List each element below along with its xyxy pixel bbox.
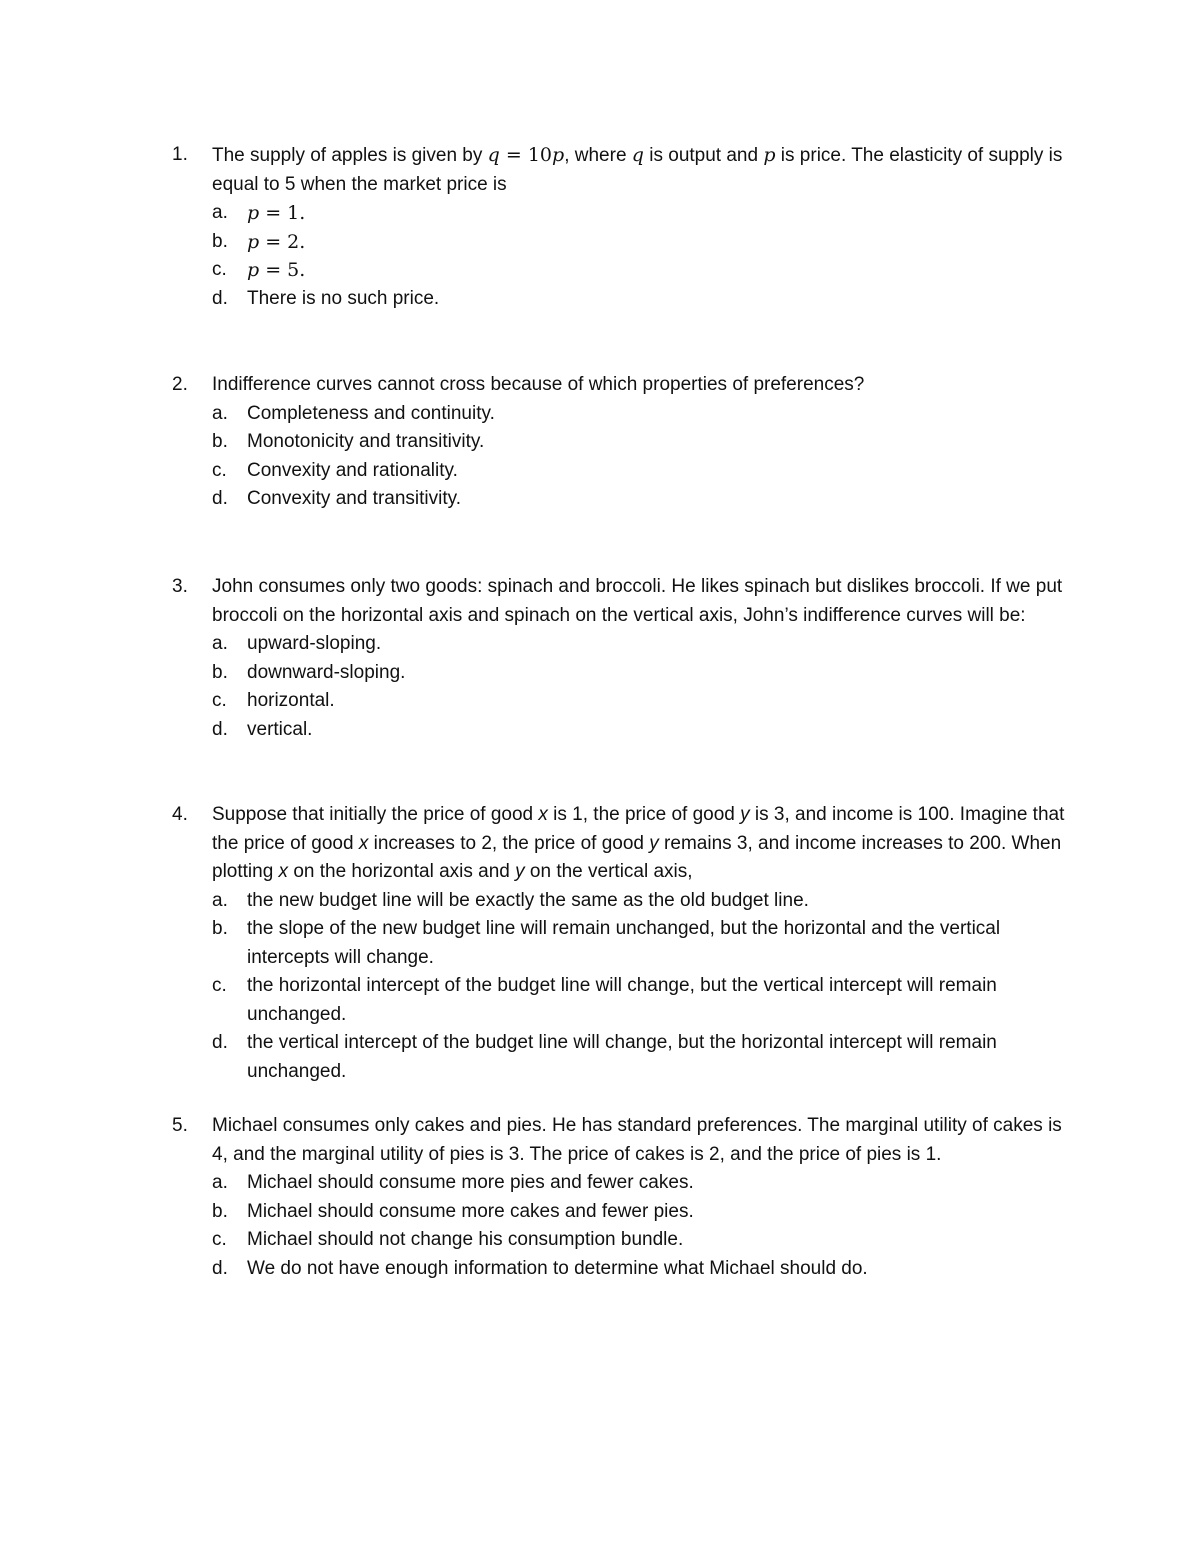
option-text: the slope of the new budget line will remain unchanged, but the horizontal and the vertical intercepts will change. (247, 918, 1001, 968)
option-d (212, 716, 1072, 745)
math-num: 2. (287, 230, 306, 253)
question-number: 3. (172, 576, 188, 597)
stem-text: The supply of apples is given by (212, 145, 488, 166)
option-b (212, 915, 1072, 972)
math-var: p (247, 259, 260, 281)
option-a (212, 887, 1072, 916)
question-number: 5. (172, 1115, 188, 1136)
option-c (212, 687, 1072, 716)
math-var: y (515, 861, 525, 882)
option-text: Convexity and transitivity. (247, 488, 462, 509)
math-num: 1. (287, 202, 306, 224)
math-var: q (631, 144, 644, 166)
math-var: p (247, 230, 260, 253)
math-var: x (278, 861, 289, 882)
option-text: the horizontal intercept of the budget line will change, but the vertical intercept will remain unchanged. (247, 975, 997, 1025)
stem-text: is output and (643, 145, 764, 166)
option-a (212, 400, 1072, 429)
question-number: 1. (172, 144, 188, 165)
option-text: Michael should not change his consumption bundle. (247, 1229, 684, 1250)
option-letter: b. (212, 230, 228, 252)
option-letter: c. (212, 975, 227, 996)
option-text: Convexity and rationality. (247, 459, 458, 481)
option-letter: c. (212, 259, 227, 280)
option-letter: a. (212, 202, 228, 223)
option-a (212, 1169, 1072, 1198)
option-text: There is no such price. (247, 287, 440, 309)
question-5 (172, 1112, 1072, 1283)
option-text: Michael should consume more cakes and fewer pies. (247, 1200, 694, 1222)
option-text: downward-sloping. (247, 661, 406, 683)
question-number: 2. (172, 374, 188, 395)
option-text: the new budget line will be exactly the same as the old budget line. (247, 889, 809, 911)
options-list (212, 400, 1072, 514)
option-text: horizontal. (247, 690, 335, 711)
option-letter: a. (212, 633, 228, 654)
option-a (212, 630, 1072, 659)
option-letter: b. (212, 918, 228, 939)
options-list (212, 1169, 1072, 1283)
math-num: 10 (527, 144, 553, 166)
options-list (212, 887, 1072, 1087)
stem-text: Suppose that initially the price of good (212, 804, 539, 825)
option-letter: d. (212, 1257, 228, 1279)
math-var: q (487, 144, 500, 166)
option-letter: a. (212, 1172, 228, 1193)
option-c (212, 1226, 1072, 1255)
math-var: p (552, 144, 565, 166)
math-op: = (499, 144, 528, 166)
option-letter: c. (212, 459, 227, 481)
question-2 (172, 371, 1072, 514)
option-letter: c. (212, 690, 227, 711)
option-text: We do not have enough information to determine what Michael should do. (247, 1257, 868, 1279)
option-text: vertical. (247, 718, 313, 740)
math-num: 5. (287, 259, 306, 281)
question-1 (172, 141, 1072, 313)
stem-text: increases to 2, the price of good (368, 832, 650, 854)
math-var: x (538, 804, 548, 825)
option-math (247, 228, 1072, 257)
option-letter: b. (212, 431, 228, 452)
option-b (212, 659, 1072, 688)
option-a (212, 199, 1072, 228)
math-var: p (247, 202, 260, 224)
option-text: Completeness and continuity. (247, 402, 495, 424)
option-text: upward-sloping. (247, 633, 382, 654)
option-d (212, 1029, 1072, 1086)
options-list (212, 630, 1072, 744)
question-stem: John consumes only two goods: spinach and broccoli. He likes spinach but dislikes broccoli. If we put broccoli on the horizontal axis and spinach on the vertical axis, John’s indifference curves will be: (212, 576, 1063, 626)
question-3 (172, 573, 1072, 744)
option-d (212, 285, 1072, 314)
math-expression (488, 144, 565, 166)
option-letter: b. (212, 661, 228, 683)
option-letter: d. (212, 1032, 228, 1053)
math-var: p (763, 144, 776, 166)
stem-text: is price. The elasticity of supply is equal to 5 when the market price is (212, 145, 1063, 195)
question-stem: Indifference curves cannot cross because of which properties of preferences? (212, 374, 865, 395)
option-b (212, 1198, 1072, 1227)
option-b (212, 228, 1072, 257)
option-math (247, 256, 1072, 285)
option-letter: b. (212, 1200, 228, 1222)
stem-text: on the vertical axis, (524, 861, 693, 882)
question-number: 4. (172, 804, 188, 825)
option-c (212, 972, 1072, 1029)
question-4 (172, 801, 1072, 1086)
option-c (212, 457, 1072, 486)
math-op: = (259, 259, 288, 281)
stem-text: is 1, the price of good (547, 804, 741, 825)
option-math (247, 199, 1072, 228)
option-text: the vertical intercept of the budget line will change, but the horizontal intercept will remain unchanged. (247, 1032, 997, 1082)
option-text: Michael should consume more pies and fewer cakes. (247, 1172, 694, 1193)
math-var: y (740, 804, 750, 825)
option-letter: d. (212, 488, 228, 509)
question-stem (212, 801, 1072, 887)
option-c (212, 256, 1072, 285)
option-letter: d. (212, 287, 228, 309)
options-list (212, 199, 1072, 313)
option-d (212, 485, 1072, 514)
math-var: x (358, 832, 369, 854)
stem-text: on the horizontal axis and (288, 861, 516, 882)
option-letter: c. (212, 1229, 227, 1250)
option-text: Monotonicity and transitivity. (247, 431, 485, 452)
stem-text: , where (564, 145, 632, 166)
question-stem (212, 141, 1072, 199)
stem-text: is 3, and income is 100. Imagine that the price of good (212, 804, 1065, 854)
option-letter: d. (212, 718, 228, 740)
option-b (212, 428, 1072, 457)
math-op: = (259, 202, 288, 224)
option-letter: a. (212, 402, 228, 424)
question-stem: Michael consumes only cakes and pies. He has standard preferences. The marginal utility of cakes is 4, and the marginal utility of pies is 3. The price of cakes is 2, and the price of pies is 1. (212, 1115, 1062, 1165)
option-letter: a. (212, 889, 228, 911)
stem-text: remains 3, and income increases to 200. When plotting (212, 832, 1062, 882)
option-d (212, 1255, 1072, 1284)
math-var: y (649, 832, 659, 854)
math-op: = (259, 230, 288, 253)
